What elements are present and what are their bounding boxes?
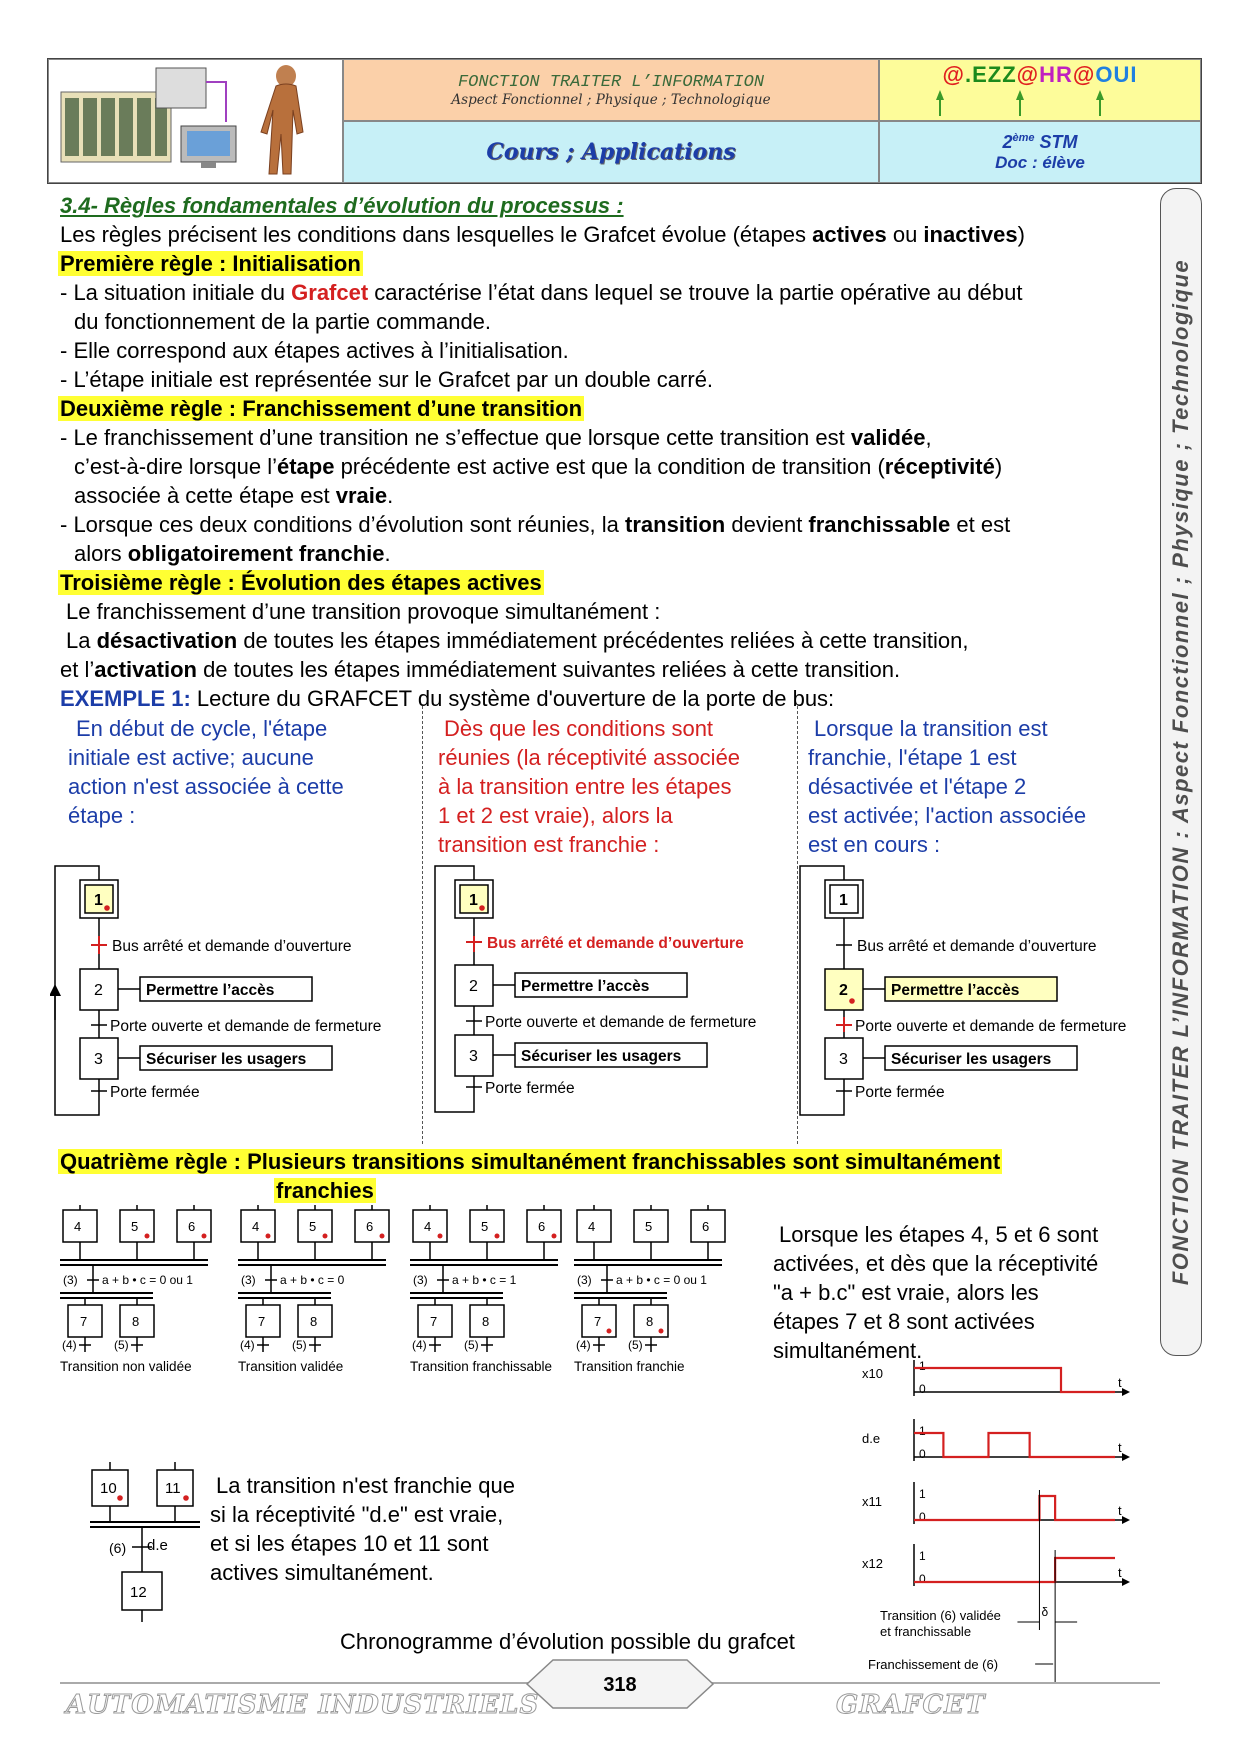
note-franchissement: Franchissement de (6) bbox=[868, 1657, 999, 1672]
signal-label: x12 bbox=[862, 1556, 883, 1571]
level-zero-label: 0 bbox=[919, 1447, 926, 1461]
rule2-line1: - Le franchissement d’une transition ne s’effectue que lorsque cette transition est validée, bbox=[60, 425, 932, 450]
rule2-title: Deuxième règle : Franchissement d’une transition bbox=[60, 396, 583, 421]
rule4-diagrams bbox=[58, 1205, 758, 1395]
transition-number: (3) bbox=[413, 1273, 428, 1287]
step-label: 1 bbox=[469, 892, 478, 909]
case-caption: Transition franchissable bbox=[410, 1359, 553, 1374]
axis bbox=[914, 1544, 1122, 1586]
action-3-label: Sécuriser les usagers bbox=[146, 1051, 307, 1068]
output-transition-number: (4) bbox=[240, 1338, 255, 1352]
step-label: 11 bbox=[165, 1480, 181, 1497]
active-token bbox=[145, 1234, 150, 1239]
active-token bbox=[659, 1329, 664, 1334]
rule4-case bbox=[238, 1205, 389, 1374]
level-zero-label: 0 bbox=[919, 1572, 926, 1586]
step-label: 4 bbox=[252, 1219, 260, 1234]
transition-number: (3) bbox=[577, 1273, 592, 1287]
active-token bbox=[323, 1234, 328, 1239]
step-label: 5 bbox=[131, 1219, 139, 1234]
signal-wave bbox=[914, 1433, 1115, 1457]
active-token bbox=[266, 1234, 271, 1239]
level-one-label: 1 bbox=[919, 1487, 926, 1501]
transition-1-label: Bus arrêté et demande d’ouverture bbox=[857, 938, 1097, 955]
step-label: 6 bbox=[702, 1219, 710, 1234]
rule4-case bbox=[574, 1205, 725, 1374]
step-label: 7 bbox=[258, 1314, 266, 1329]
signal-wave bbox=[914, 1496, 1115, 1520]
transition-condition: a + b • c = 0 bbox=[280, 1273, 345, 1287]
sidebar-text: FONCTION TRAITER L’INFORMATION : Aspect Fonctionnel ; Physique ; Technologique bbox=[1168, 258, 1193, 1286]
step-label: 4 bbox=[424, 1219, 432, 1234]
example-col3: Lorsque la transition est franchie, l'étape 1 est désactivée et l'étape 2 est activée; l'action associée est en cours : bbox=[808, 716, 1087, 857]
time-label: t bbox=[1118, 1375, 1122, 1390]
transition-3-label: Porte fermée bbox=[855, 1084, 945, 1101]
rule1-line2: du fonctionnement de la partie commande. bbox=[74, 309, 492, 334]
chronogram bbox=[860, 1360, 1160, 1690]
intro-text: Les règles précisent les conditions dans lesquelles le Grafcet évolue (étapes actives ou inactives) bbox=[60, 222, 1025, 247]
page-header bbox=[47, 58, 1202, 184]
active-token bbox=[495, 1234, 500, 1239]
output-transition-number: (4) bbox=[62, 1338, 77, 1352]
active-token bbox=[438, 1234, 443, 1239]
level-one-label: 1 bbox=[919, 1424, 926, 1438]
transition-2-label: Porte ouverte et demande de fermeture bbox=[855, 1018, 1127, 1035]
action-2-label: Permettre l’accès bbox=[146, 982, 275, 999]
active-token bbox=[607, 1329, 612, 1334]
doc-label: Doc : élève bbox=[995, 152, 1085, 172]
output-transition-number: (5) bbox=[114, 1338, 129, 1352]
signal-wave bbox=[914, 1368, 1115, 1392]
rule4-case bbox=[60, 1205, 211, 1374]
step-label: 8 bbox=[132, 1314, 140, 1329]
step-label: 6 bbox=[188, 1219, 196, 1234]
step-label: 2 bbox=[94, 982, 103, 999]
transition-2-label: Porte ouverte et demande de fermeture bbox=[110, 1018, 382, 1035]
step-label: 7 bbox=[430, 1314, 438, 1329]
output-transition-number: (4) bbox=[412, 1338, 427, 1352]
time-label: t bbox=[1118, 1565, 1122, 1580]
page-number-badge bbox=[525, 1658, 715, 1710]
rule4-title-line2: franchies bbox=[276, 1178, 374, 1203]
rule4-title-line1: Quatrième règle : Plusieurs transitions simultanément franchissables sont simultanément bbox=[60, 1149, 1001, 1174]
transition-number: (3) bbox=[63, 1273, 78, 1287]
step-label: 2 bbox=[839, 982, 848, 999]
step-label: 10 bbox=[100, 1480, 117, 1497]
axis bbox=[914, 1482, 1122, 1524]
transition-3-label: Porte fermée bbox=[485, 1080, 575, 1097]
step-label: 5 bbox=[309, 1219, 317, 1234]
step-label: 8 bbox=[310, 1314, 318, 1329]
aspects-subtitle: Aspect Fonctionnel ; Physique ; Technologique bbox=[451, 91, 771, 108]
step-label: 5 bbox=[645, 1219, 653, 1234]
chronogram-caption: Chronogramme d’évolution possible du grafcet bbox=[340, 1629, 795, 1654]
rule3-line3: et l’activation de toutes les étapes immédiatement suivantes reliées à cette transition. bbox=[60, 657, 901, 682]
step-label: 8 bbox=[646, 1314, 654, 1329]
case-caption: Transition franchie bbox=[574, 1359, 685, 1374]
transition-number: (3) bbox=[241, 1273, 256, 1287]
level-one-label: 1 bbox=[919, 1360, 926, 1373]
level-one-label: 1 bbox=[919, 1549, 926, 1563]
transition-3-label: Porte fermée bbox=[110, 1084, 200, 1101]
axis-arrow bbox=[1122, 1578, 1130, 1586]
rule2-line4: - Lorsque ces deux conditions d’évolution sont réunies, la transition devient franchissable et est bbox=[60, 512, 1011, 537]
page-number: 318 bbox=[603, 1674, 637, 1696]
step-label: 1 bbox=[839, 892, 848, 909]
step-label: 5 bbox=[481, 1219, 489, 1234]
transition-1-label: Bus arrêté et demande d’ouverture bbox=[112, 938, 352, 955]
step-label: 7 bbox=[594, 1314, 602, 1329]
axis bbox=[914, 1360, 1122, 1396]
action-2-label: Permettre l’accès bbox=[891, 982, 1020, 999]
step-label: 3 bbox=[94, 1051, 103, 1068]
signal-label: x11 bbox=[862, 1494, 882, 1509]
flowers-decoration-icon bbox=[910, 88, 1170, 118]
note-validee: Transition (6) validée bbox=[880, 1608, 1001, 1623]
step-label: 1 bbox=[94, 892, 103, 909]
grafcet-diagram-2 bbox=[425, 860, 795, 1120]
axis-arrow bbox=[1122, 1453, 1130, 1461]
rule1-line4: - L’étape initiale est représentée sur le Grafcet par un double carré. bbox=[60, 367, 714, 392]
example1-heading: EXEMPLE 1: Lecture du GRAFCET du système d'ouverture de la porte de bus: bbox=[60, 686, 835, 711]
step-label: 3 bbox=[469, 1048, 478, 1065]
footer-right: GRAFCET bbox=[836, 1690, 986, 1720]
transition-condition: a + b • c = 0 ou 1 bbox=[102, 1273, 193, 1287]
column-separator bbox=[422, 706, 423, 1144]
step-label: 6 bbox=[366, 1219, 374, 1234]
rule4-description: Lorsque les étapes 4, 5 et 6 sont activées, et dès que la réceptivité "a + b.c" est vraie, alors les étapes 7 et 8 sont activées simultanément. bbox=[773, 1222, 1099, 1363]
action-3-label: Sécuriser les usagers bbox=[891, 1051, 1052, 1068]
transition-number: (6) bbox=[109, 1540, 127, 1556]
step-label: 8 bbox=[482, 1314, 490, 1329]
brand-name: @.EZZ@HR@OUI bbox=[942, 62, 1138, 87]
rule3-line1: Le franchissement d’une transition provoque simultanément : bbox=[66, 599, 661, 624]
sync-description: La transition n'est franchie que si la réceptivité "d.e" est vraie, et si les étapes 10 et 11 sont actives simultanément. bbox=[210, 1473, 515, 1585]
time-label: t bbox=[1118, 1440, 1122, 1455]
grafcet-diagram-1 bbox=[50, 860, 420, 1120]
axis bbox=[914, 1419, 1122, 1461]
vertical-sidebar bbox=[1160, 188, 1202, 1356]
case-caption: Transition non validée bbox=[60, 1359, 192, 1374]
grafcet-diagram-3 bbox=[795, 860, 1165, 1120]
step-label: 2 bbox=[469, 978, 478, 995]
axis-arrow bbox=[1122, 1516, 1130, 1524]
step-label: 4 bbox=[74, 1219, 82, 1234]
signal-wave bbox=[914, 1558, 1115, 1582]
rule2-line3: associée à cette étape est vraie. bbox=[74, 483, 394, 508]
transition-condition: a + b • c = 1 bbox=[452, 1273, 517, 1287]
case-caption: Transition validée bbox=[238, 1359, 344, 1374]
step-label: 7 bbox=[80, 1314, 88, 1329]
step-label: 6 bbox=[538, 1219, 546, 1234]
action-2-label: Permettre l’accès bbox=[521, 978, 650, 995]
rule1-title: Première règle : Initialisation bbox=[60, 251, 361, 276]
rule3-title: Troisième règle : Évolution des étapes actives bbox=[60, 570, 542, 595]
transition-2-label: Porte ouverte et demande de fermeture bbox=[485, 1014, 757, 1031]
step-label: 3 bbox=[839, 1051, 848, 1068]
level-cell bbox=[879, 121, 1201, 183]
function-title-cell bbox=[343, 59, 879, 121]
time-label: t bbox=[1118, 1503, 1122, 1518]
transition-condition: d.e bbox=[147, 1537, 168, 1554]
level-label: 2ème STM bbox=[1002, 131, 1078, 152]
step-label: 4 bbox=[588, 1219, 596, 1234]
signal-label: d.e bbox=[862, 1431, 881, 1446]
marker-line bbox=[1039, 1490, 1055, 1682]
note-franchissable: et franchissable bbox=[880, 1624, 972, 1639]
section-title: 3.4- Règles fondamentales d’évolution du processus : bbox=[60, 193, 624, 218]
rule3-line2: La désactivation de toutes les étapes immédiatement précédentes reliées à cette transition, bbox=[66, 628, 969, 653]
signal-label: x10 bbox=[862, 1366, 883, 1381]
transition-condition: a + b • c = 0 ou 1 bbox=[616, 1273, 707, 1287]
output-transition-number: (5) bbox=[628, 1338, 643, 1352]
step-label: 12 bbox=[130, 1584, 147, 1601]
rule1-line3: - Elle correspond aux étapes actives à l’initialisation. bbox=[60, 338, 569, 363]
brand-cell bbox=[879, 59, 1201, 121]
rule2-line5: alors obligatoirement franchie. bbox=[74, 541, 391, 566]
sync-grafcet-diagram bbox=[85, 1462, 215, 1622]
function-title: FONCTION TRAITER L’INFORMATION bbox=[457, 72, 765, 92]
header-illustration bbox=[48, 59, 343, 183]
level-zero-label: 0 bbox=[919, 1382, 926, 1396]
rule1-line1: - La situation initiale du Grafcet caractérise l’état dans lequel se trouve la partie opérative au début bbox=[60, 280, 1023, 305]
delta-label: δ bbox=[1041, 1605, 1049, 1619]
output-transition-number: (4) bbox=[576, 1338, 591, 1352]
action-3-label: Sécuriser les usagers bbox=[521, 1048, 682, 1065]
cours-cell bbox=[343, 121, 879, 183]
active-token bbox=[552, 1234, 557, 1239]
rule2-line2: c’est-à-dire lorsque l’étape précédente est active est que la condition de transition (réceptivité) bbox=[74, 454, 1003, 479]
example-col1: En début de cycle, l'étape initiale est active; aucune action n'est associée à cette étape : bbox=[68, 716, 344, 828]
automation-illustration-icon bbox=[51, 62, 341, 180]
footer-left: AUTOMATISME INDUSTRIELS bbox=[66, 1690, 540, 1720]
cours-title: Cours ; Applications bbox=[486, 139, 736, 165]
output-transition-number: (5) bbox=[292, 1338, 307, 1352]
rule4-case bbox=[410, 1205, 561, 1374]
active-token bbox=[380, 1234, 385, 1239]
axis-arrow bbox=[1122, 1388, 1130, 1396]
level-zero-label: 0 bbox=[919, 1510, 926, 1524]
example-col2: Dès que les conditions sont réunies (la réceptivité associée à la transition entre les étapes 1 et 2 est vraie), alors la transition est franchie : bbox=[438, 716, 741, 857]
transition-1-label: Bus arrêté et demande d’ouverture bbox=[487, 935, 744, 952]
active-token bbox=[202, 1234, 207, 1239]
output-transition-number: (5) bbox=[464, 1338, 479, 1352]
